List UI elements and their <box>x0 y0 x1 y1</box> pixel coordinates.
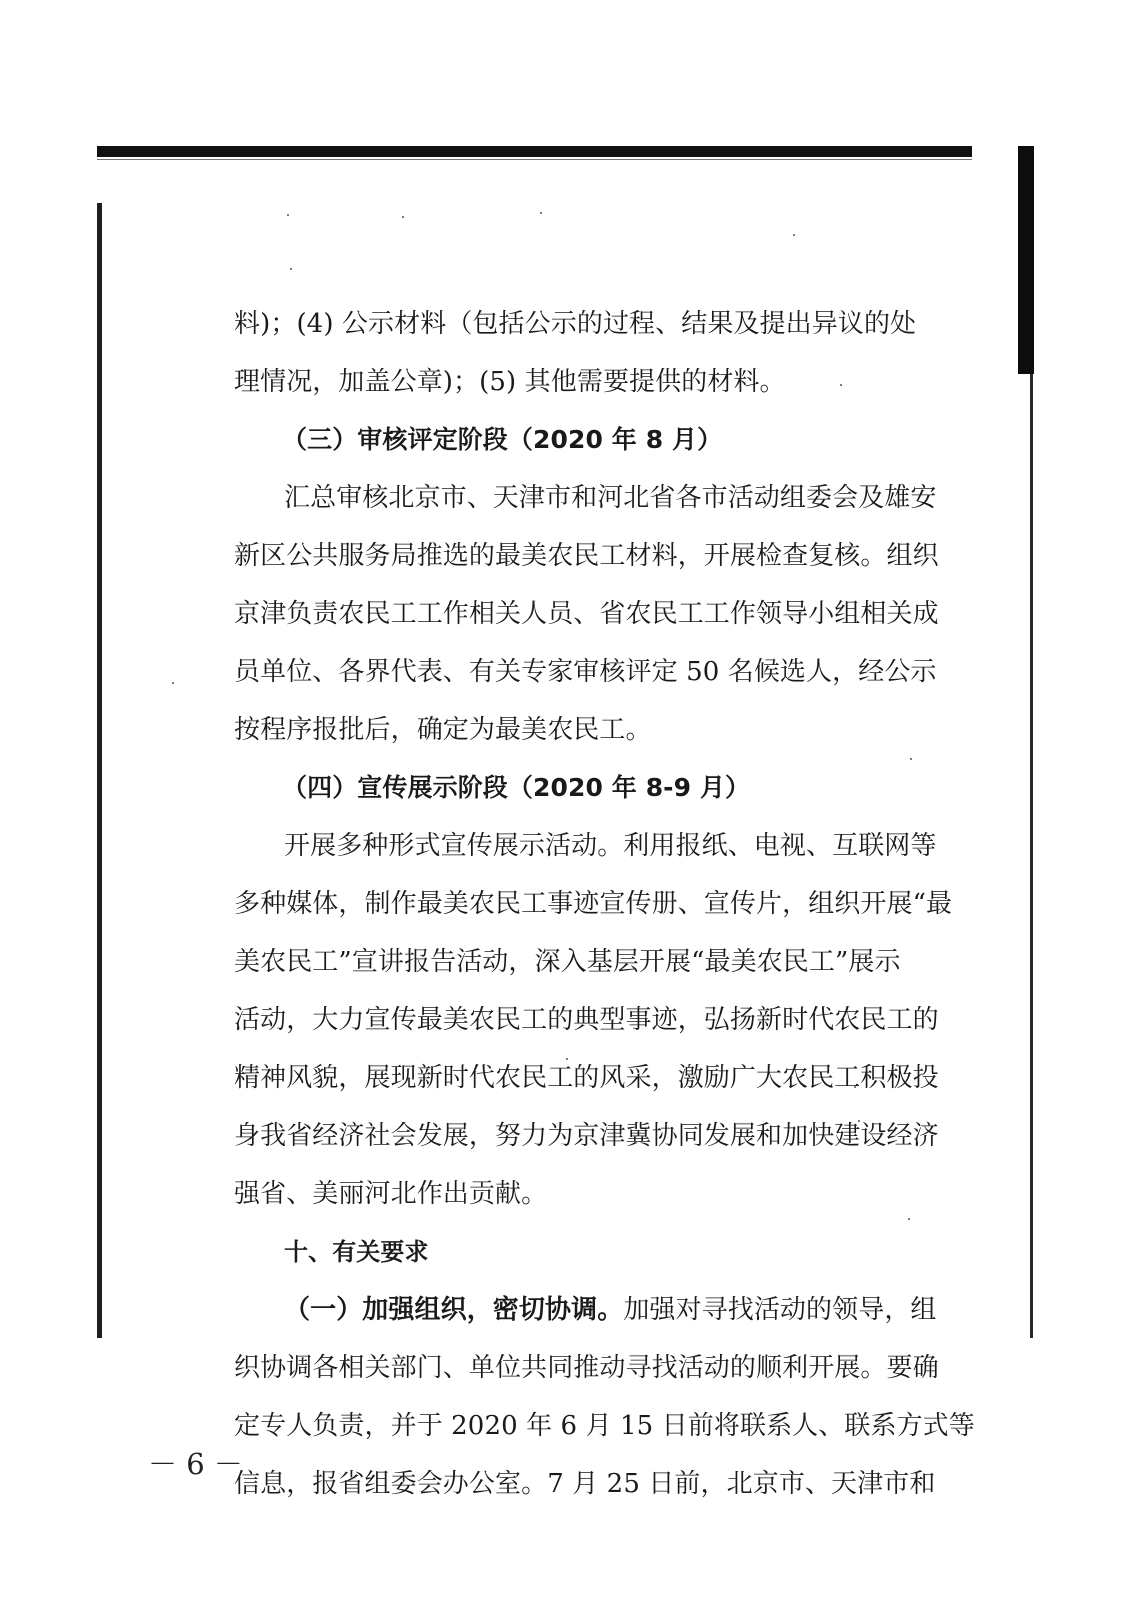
body-text-line <box>234 1281 937 1339</box>
body-text-line: 信息，报省组委会办公室。7 月 25 日前，北京市、天津市和 <box>234 1469 936 1499</box>
item-lead: （一）加强组织，密切协调。 <box>284 1295 624 1325</box>
left-border-rule <box>97 203 102 1338</box>
right-border-rule <box>1030 374 1033 1338</box>
body-text-line: 织协调各相关部门、单位共同推动寻找活动的顺利开展。要确 <box>234 1353 939 1383</box>
scan-speck <box>287 214 289 216</box>
body-text-line: 身我省经济社会发展，努力为京津冀协同发展和加快建设经济 <box>234 1121 939 1151</box>
body-text-line: 按程序报批后，确定为最美农民工。 <box>234 715 652 745</box>
scan-speck <box>793 234 795 236</box>
scan-speck <box>290 268 292 270</box>
page-number: － 6 － <box>148 1447 243 1481</box>
body-text-line: 理情况，加盖公章)；(5) 其他需要提供的材料。 <box>234 367 786 397</box>
body-text-line: 京津负责农民工工作相关人员、省农民工工作领导小组相关成 <box>234 599 939 629</box>
body-text-line: 开展多种形式宣传展示活动。利用报纸、电视、互联网等 <box>284 831 937 861</box>
body-text-line: 料)；(4) 公示材料（包括公示的过程、结果及提出异议的处 <box>234 309 917 339</box>
body-text-line: 定专人负责，并于 2020 年 6 月 15 日前将联系人、联系方式等 <box>234 1411 975 1441</box>
body-text-line: 活动，大力宣传最美农民工的典型事迹，弘扬新时代农民工的 <box>234 1005 939 1035</box>
scan-speck <box>908 1218 910 1220</box>
body-text-line: 新区公共服务局推选的最美农民工材料，开展检查复核。组织 <box>234 541 939 571</box>
section-title: （三）审核评定阶段（2020 年 8 月） <box>282 425 723 454</box>
top-border-hairline <box>97 159 972 160</box>
scan-speck <box>910 758 912 760</box>
top-border-bar <box>97 146 972 157</box>
body-text-line: 汇总审核北京市、天津市和河北省各市活动组委会及雄安 <box>284 483 937 513</box>
scan-speck <box>172 682 174 684</box>
body-text-line: 精神风貌，展现新时代农民工的风采，激励广大农民工积极投 <box>234 1063 939 1093</box>
body-text-line: 美农民工”宣讲报告活动，深入基层开展“最美农民工”展示 <box>234 947 901 977</box>
scan-speck <box>540 212 542 214</box>
scan-speck <box>402 216 404 218</box>
body-text-line: 多种媒体，制作最美农民工事迹宣传册、宣传片，组织开展“最 <box>234 889 953 919</box>
body-text-line: 强省、美丽河北作出贡献。 <box>234 1179 548 1209</box>
chapter-heading: 十、有关要求 <box>284 1238 429 1266</box>
right-border-rule-thick <box>1018 146 1034 374</box>
document-body <box>234 295 975 1513</box>
body-text-line: 员单位、各界代表、有关专家审核评定 50 名候选人，经公示 <box>234 657 937 687</box>
section-title: （四）宣传展示阶段（2020 年 8-9 月） <box>282 773 751 802</box>
item-text: 加强对寻找活动的领导，组 <box>623 1295 937 1325</box>
